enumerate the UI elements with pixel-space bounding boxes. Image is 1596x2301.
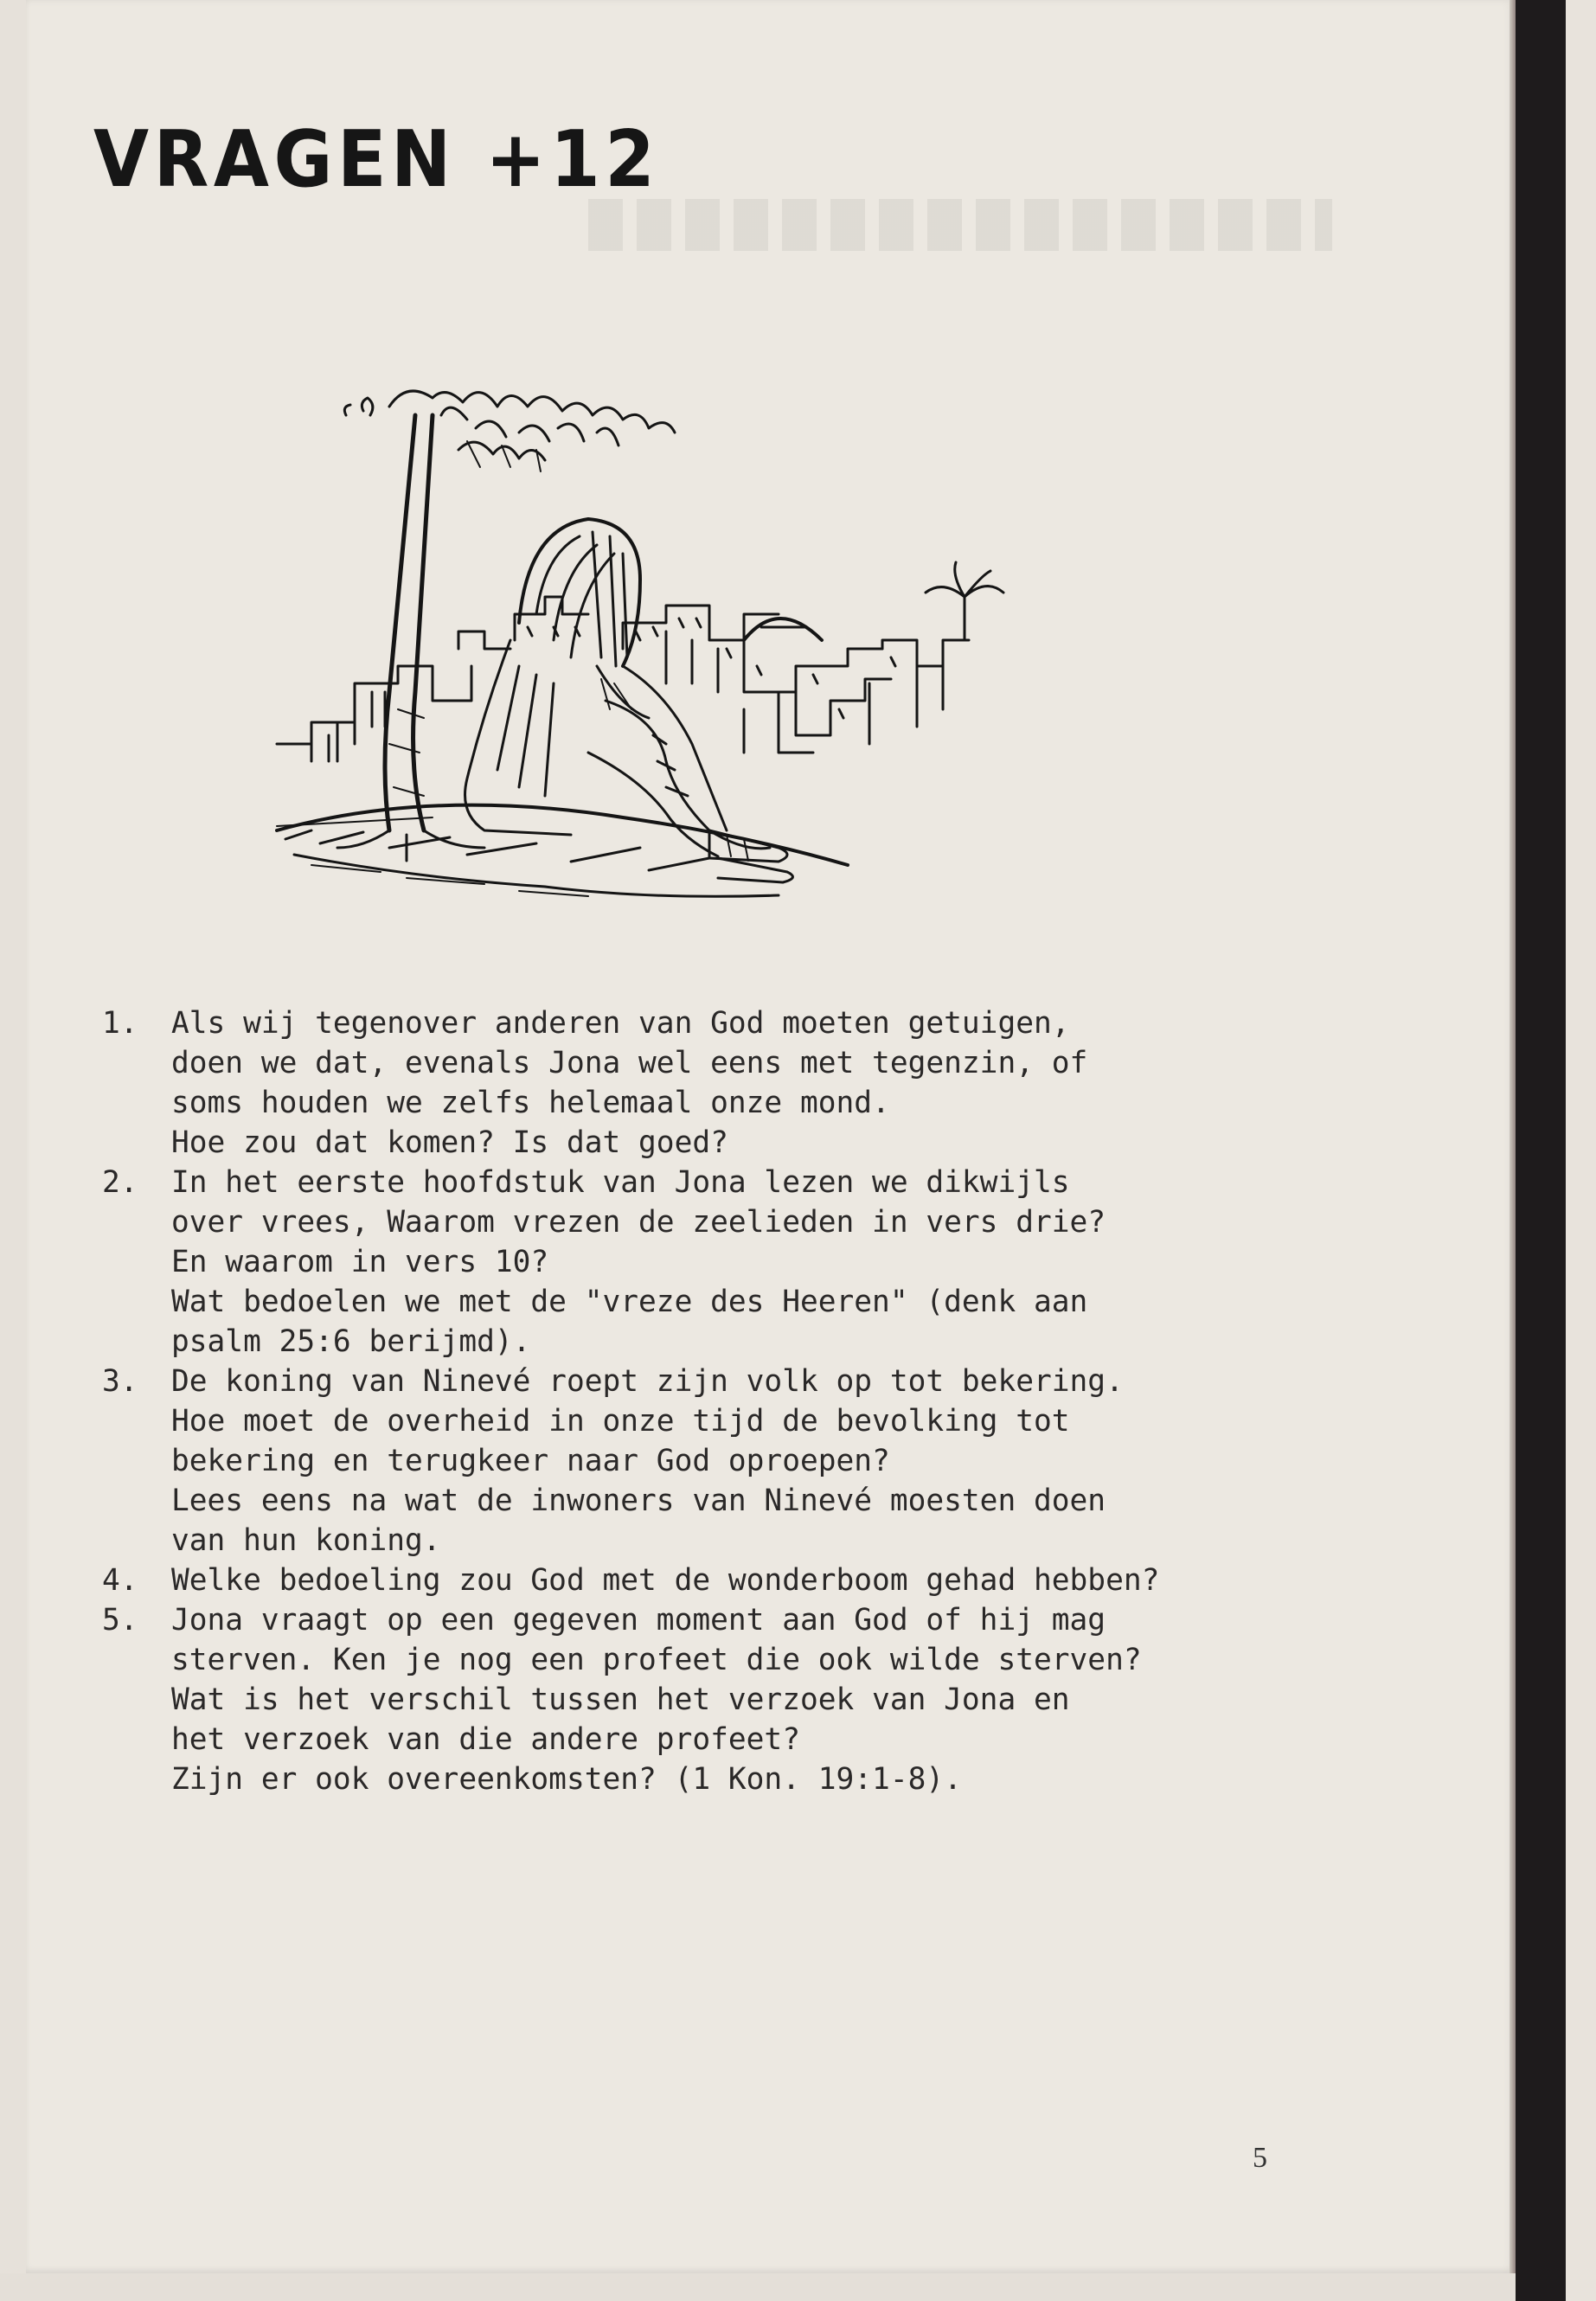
scan-right-edge bbox=[1566, 0, 1596, 2301]
question-text-line: En waarom in vers 10? bbox=[171, 1245, 549, 1279]
question-text-line: Welke bedoeling zou God met de wonderboom gehad hebben? bbox=[171, 1563, 1160, 1598]
page-title: VRAGEN +12 bbox=[93, 114, 660, 205]
question-text-line: Lees eens na wat de inwoners van Ninevé moesten doen bbox=[171, 1484, 1106, 1518]
question-number: 5. bbox=[102, 1603, 138, 1638]
question-text-line: bekering en terugkeer naar God oproepen? bbox=[171, 1444, 890, 1478]
question-number: 3. bbox=[102, 1364, 138, 1399]
question-item bbox=[102, 1362, 1382, 1561]
scan-bottom-edge bbox=[0, 2273, 1516, 2301]
question-text-line: Zijn er ook overeenkomsten? (1 Kon. 19:1-8). bbox=[171, 1762, 962, 1797]
question-number: 4. bbox=[102, 1563, 138, 1598]
question-text-line: soms houden we zelfs helemaal onze mond. bbox=[171, 1086, 890, 1120]
question-text-line: Hoe zou dat komen? Is dat goed? bbox=[171, 1125, 728, 1160]
book-spine bbox=[1516, 0, 1566, 2301]
question-item bbox=[102, 1561, 1382, 1600]
questions-list bbox=[102, 1003, 1382, 1799]
question-text-line: het verzoek van die andere profeet? bbox=[171, 1722, 800, 1757]
question-text-line: over vrees, Waarom vrezen de zeelieden in vers drie? bbox=[171, 1205, 1106, 1240]
question-item bbox=[102, 1003, 1382, 1163]
question-number: 1. bbox=[102, 1006, 138, 1041]
question-text-line: psalm 25:6 berijmd). bbox=[171, 1324, 531, 1359]
question-item bbox=[102, 1163, 1382, 1362]
question-text-line: Jona vraagt op een gegeven moment aan God of hij mag bbox=[171, 1603, 1106, 1638]
question-text-line: Als wij tegenover anderen van God moeten getuigen, bbox=[171, 1006, 1070, 1041]
question-text-line: Wat bedoelen we met de "vreze des Heeren" (denk aan bbox=[171, 1285, 1088, 1319]
scan-left-edge bbox=[0, 0, 26, 2301]
question-text-line: van hun koning. bbox=[171, 1523, 441, 1558]
question-text-line: Wat is het verschil tussen het verzoek van Jona en bbox=[171, 1682, 1070, 1717]
question-text-line: doen we dat, evenals Jona wel eens met tegenzin, of bbox=[171, 1046, 1088, 1080]
question-text-line: Hoe moet de overheid in onze tijd de bevolking tot bbox=[171, 1404, 1070, 1439]
show-through-text bbox=[588, 199, 1332, 251]
page-number: 5 bbox=[1253, 2142, 1267, 2174]
question-text-line: De koning van Ninevé roept zijn volk op tot bekering. bbox=[171, 1364, 1124, 1399]
question-number: 2. bbox=[102, 1165, 138, 1200]
question-text-line: sterven. Ken je nog een profeet die ook wilde sterven? bbox=[171, 1643, 1142, 1677]
drawing-person-under-tree-icon bbox=[260, 381, 1064, 934]
question-item bbox=[102, 1600, 1382, 1799]
question-text-line: In het eerste hoofdstuk van Jona lezen we dikwijls bbox=[171, 1165, 1070, 1200]
